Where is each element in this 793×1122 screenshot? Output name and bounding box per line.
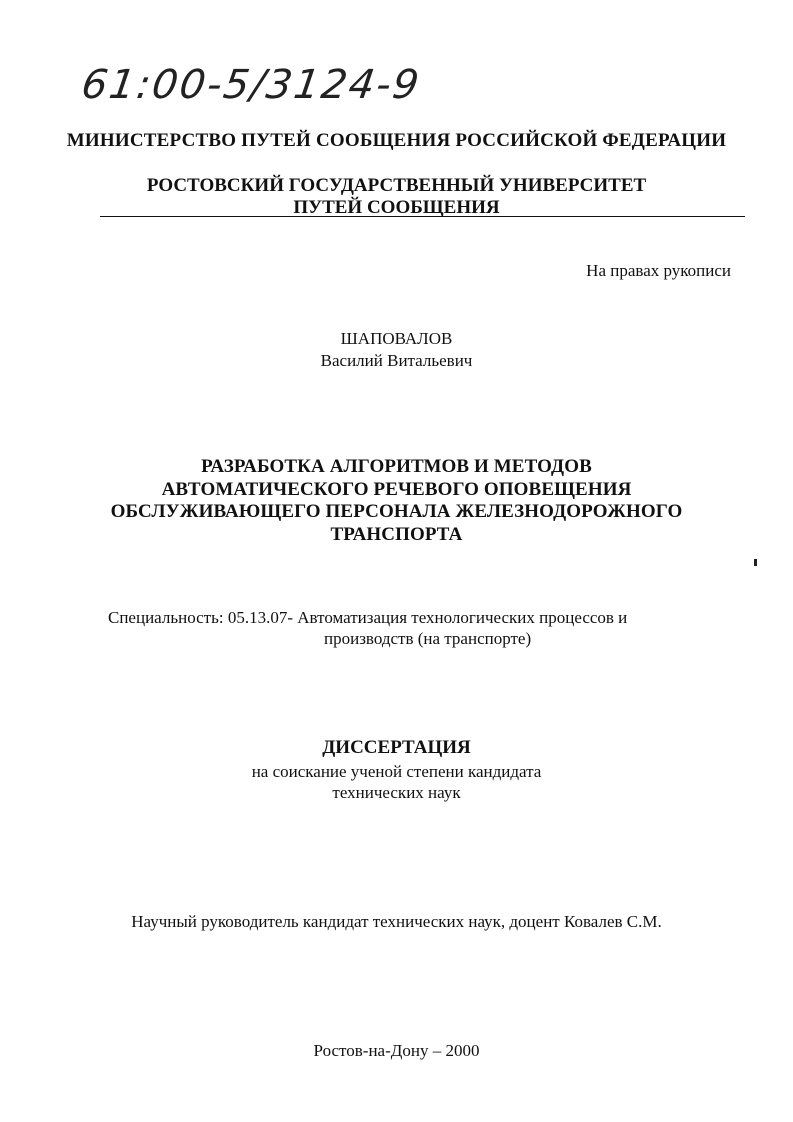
specialty-line-2: производств (на транспорте) — [324, 629, 532, 648]
specialty-line-1: Специальность: 05.13.07- Автоматизация технологических процессов и — [108, 608, 628, 627]
author-surname: ШАПОВАЛОВ — [340, 329, 453, 348]
title-line: ТРАНСПОРТА — [330, 523, 463, 545]
supervisor-line: Научный руководитель кандидат технических наук, доцент Ковалев С.М. — [131, 912, 662, 931]
university-line-1: РОСТОВСКИЙ ГОСУДАРСТВЕННЫЙ УНИВЕРСИТЕТ — [146, 175, 647, 196]
scan-artifact — [754, 559, 757, 566]
document-type: ДИССЕРТАЦИЯ — [322, 737, 471, 758]
title-line: АВТОМАТИЧЕСКОГО РЕЧЕВОГО ОПОВЕЩЕНИЯ — [161, 478, 632, 500]
university-heading — [0, 175, 793, 219]
degree-line-2: технических наук — [332, 783, 461, 802]
degree-line-1: на соискание ученой степени кандидата — [251, 762, 542, 781]
ministry-heading: МИНИСТЕРСТВО ПУТЕЙ СООБЩЕНИЯ РОССИЙСКОЙ ФЕДЕРАЦИИ — [66, 130, 727, 151]
university-line-2: ПУТЕЙ СООБЩЕНИЯ — [293, 197, 500, 218]
city-year: Ростов-на-Дону – 2000 — [313, 1041, 480, 1060]
degree-block — [0, 761, 793, 803]
title-line: ОБСЛУЖИВАЮЩЕГО ПЕРСОНАЛА ЖЕЛЕЗНОДОРОЖНОГО — [110, 501, 683, 522]
manuscript-rights-note: На правах рукописи — [586, 261, 731, 280]
author-block — [0, 328, 793, 372]
header-divider — [100, 216, 745, 217]
handwritten-catalog-number: 61:00-5/3124-9 — [78, 62, 424, 108]
title-line: РАЗРАБОТКА АЛГОРИТМОВ И МЕТОДОВ — [201, 456, 592, 477]
author-given-names: Василий Витальевич — [320, 351, 473, 370]
dissertation-title — [0, 456, 793, 546]
